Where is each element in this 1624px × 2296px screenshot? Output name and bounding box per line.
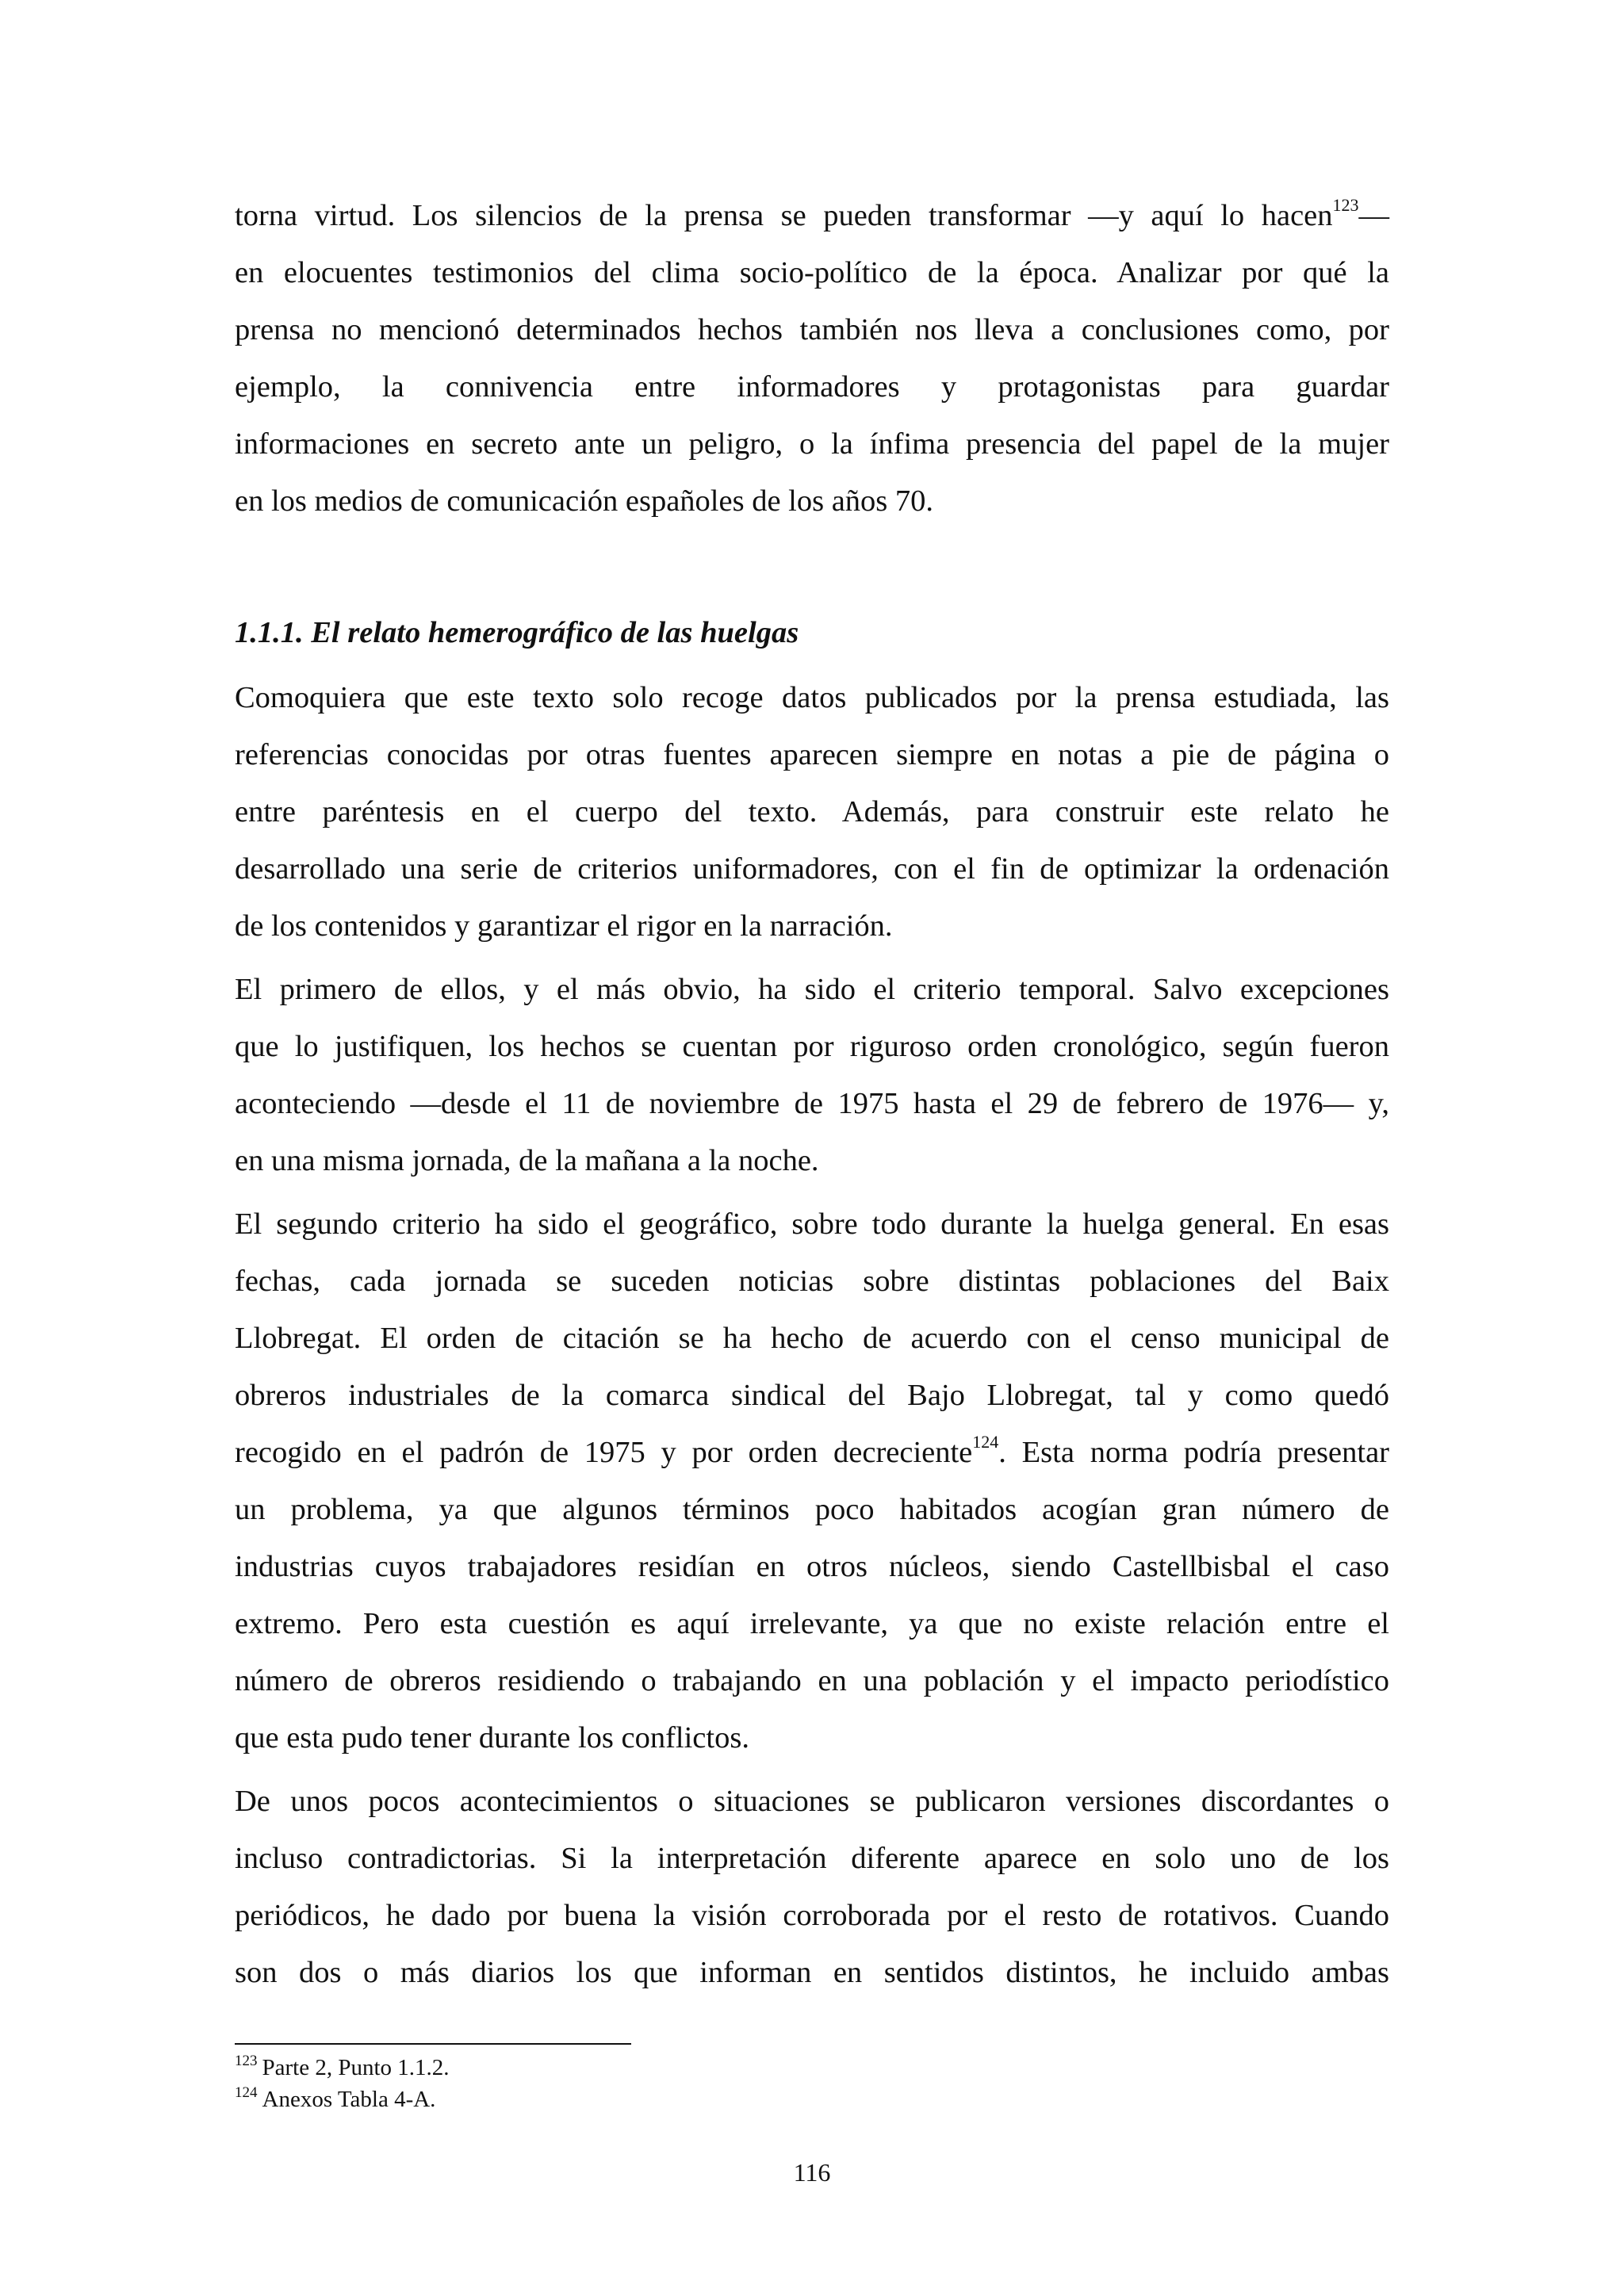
- text-line: [235, 1424, 1389, 1481]
- text-line: Comoquiera que este texto solo recoge datos publicados por la prensa estudiada, las: [235, 681, 1389, 714]
- footnote-123: [235, 2053, 450, 2085]
- text-span: —: [1358, 199, 1389, 232]
- text-line: en una misma jornada, de la mañana a la noche.: [235, 1144, 819, 1177]
- text-span: . Esta norma podría presentar: [998, 1436, 1389, 1469]
- text-line: desarrollado una serie de criterios uniformadores, con el fin de optimizar la ordenación: [235, 852, 1389, 886]
- text-line: fechas, cada jornada se suceden noticias sobre distintas poblaciones del Baix: [235, 1265, 1389, 1298]
- text-line: extremo. Pero esta cuestión es aquí irrelevante, ya que no existe relación entre el: [235, 1607, 1389, 1640]
- text-line: obreros industriales de la comarca sindical del Bajo Llobregat, tal y como quedó: [235, 1379, 1389, 1412]
- text-line: en elocuentes testimonios del clima socio-político de la época. Analizar por qué la: [235, 256, 1389, 289]
- text-line: aconteciendo —desde el 11 de noviembre de 1975 hasta el 29 de febrero de 1976— y,: [235, 1087, 1389, 1120]
- text-line: de los contenidos y garantizar el rigor en la narración.: [235, 909, 893, 943]
- paragraph-spacing: [235, 955, 1389, 961]
- text-line: De unos pocos acontecimientos o situaciones se publicaron versiones discordantes o: [235, 1785, 1389, 1818]
- paragraph: [235, 1773, 1389, 2001]
- text-span: torna virtud. Los silencios de la prensa se pueden transformar —y aquí lo hacen: [235, 199, 1333, 232]
- footnote-divider: [235, 2043, 631, 2045]
- page-number: 116: [793, 2158, 831, 2187]
- footnotes: [235, 2053, 450, 2117]
- footnote-ref-123[interactable]: 123: [1332, 195, 1359, 215]
- text-line: entre paréntesis en el cuerpo del texto. Además, para construir este relato he: [235, 795, 1389, 828]
- text-line: Llobregat. El orden de citación se ha hecho de acuerdo con el censo municipal de: [235, 1322, 1389, 1355]
- footnote-text: Parte 2, Punto 1.1.2.: [262, 2055, 450, 2080]
- text-line: referencias conocidas por otras fuentes aparecen siempre en notas a pie de página o: [235, 738, 1389, 771]
- text-line: en los medios de comunicación españoles de los años 70.: [235, 484, 934, 518]
- footnote-124: [235, 2085, 450, 2117]
- text-span: recogido en el padrón de 1975 y por orden decreciente: [235, 1436, 973, 1469]
- text-line: son dos o más diarios los que informan en sentidos distintos, he incluido ambas: [235, 1956, 1389, 1989]
- paragraph-spacing: [235, 1766, 1389, 1773]
- text-line: periódicos, he dado por buena la visión corroborada por el resto de rotativos. Cuando: [235, 1899, 1389, 1932]
- section-body: [235, 669, 1389, 2001]
- text-line: industrias cuyos trabajadores residían en otros núcleos, siendo Castellbisbal el caso: [235, 1550, 1389, 1583]
- paragraph: [235, 1196, 1389, 1766]
- footnote-ref-124[interactable]: 124: [972, 1432, 999, 1452]
- paragraph: [235, 961, 1389, 1189]
- opening-paragraph: [235, 187, 1389, 530]
- text-line: que lo justifiquen, los hechos se cuentan por riguroso orden cronológico, según fueron: [235, 1030, 1389, 1063]
- text-line: El primero de ellos, y el más obvio, ha sido el criterio temporal. Salvo excepciones: [235, 973, 1389, 1006]
- text-line: [235, 187, 1389, 244]
- footnote-text: Anexos Tabla 4-A.: [262, 2087, 436, 2112]
- paragraph: [235, 669, 1389, 955]
- text-line: prensa no mencionó determinados hechos también nos lleva a conclusiones como, por: [235, 313, 1389, 346]
- footnote-number: 123: [235, 2053, 258, 2069]
- text-line: incluso contradictorias. Si la interpretación diferente aparece en solo uno de los: [235, 1842, 1389, 1875]
- text-line: que esta pudo tener durante los conflictos.: [235, 1721, 749, 1755]
- text-line: número de obreros residiendo o trabajando en una población y el impacto periodístico: [235, 1664, 1389, 1697]
- text-line: El segundo criterio ha sido el geográfico, sobre todo durante la huelga general. En esas: [235, 1207, 1389, 1241]
- text-line: ejemplo, la connivencia entre informadores y protagonistas para guardar: [235, 370, 1389, 404]
- paragraph-spacing: [235, 1189, 1389, 1196]
- text-line: informaciones en secreto ante un peligro, o la ínfima presencia del papel de la mujer: [235, 427, 1389, 461]
- text-line: un problema, ya que algunos términos poco habitados acogían gran número de: [235, 1493, 1389, 1526]
- section-heading: 1.1.1. El relato hemerográfico de las huelgas: [235, 616, 799, 649]
- footnote-number: 124: [235, 2084, 258, 2101]
